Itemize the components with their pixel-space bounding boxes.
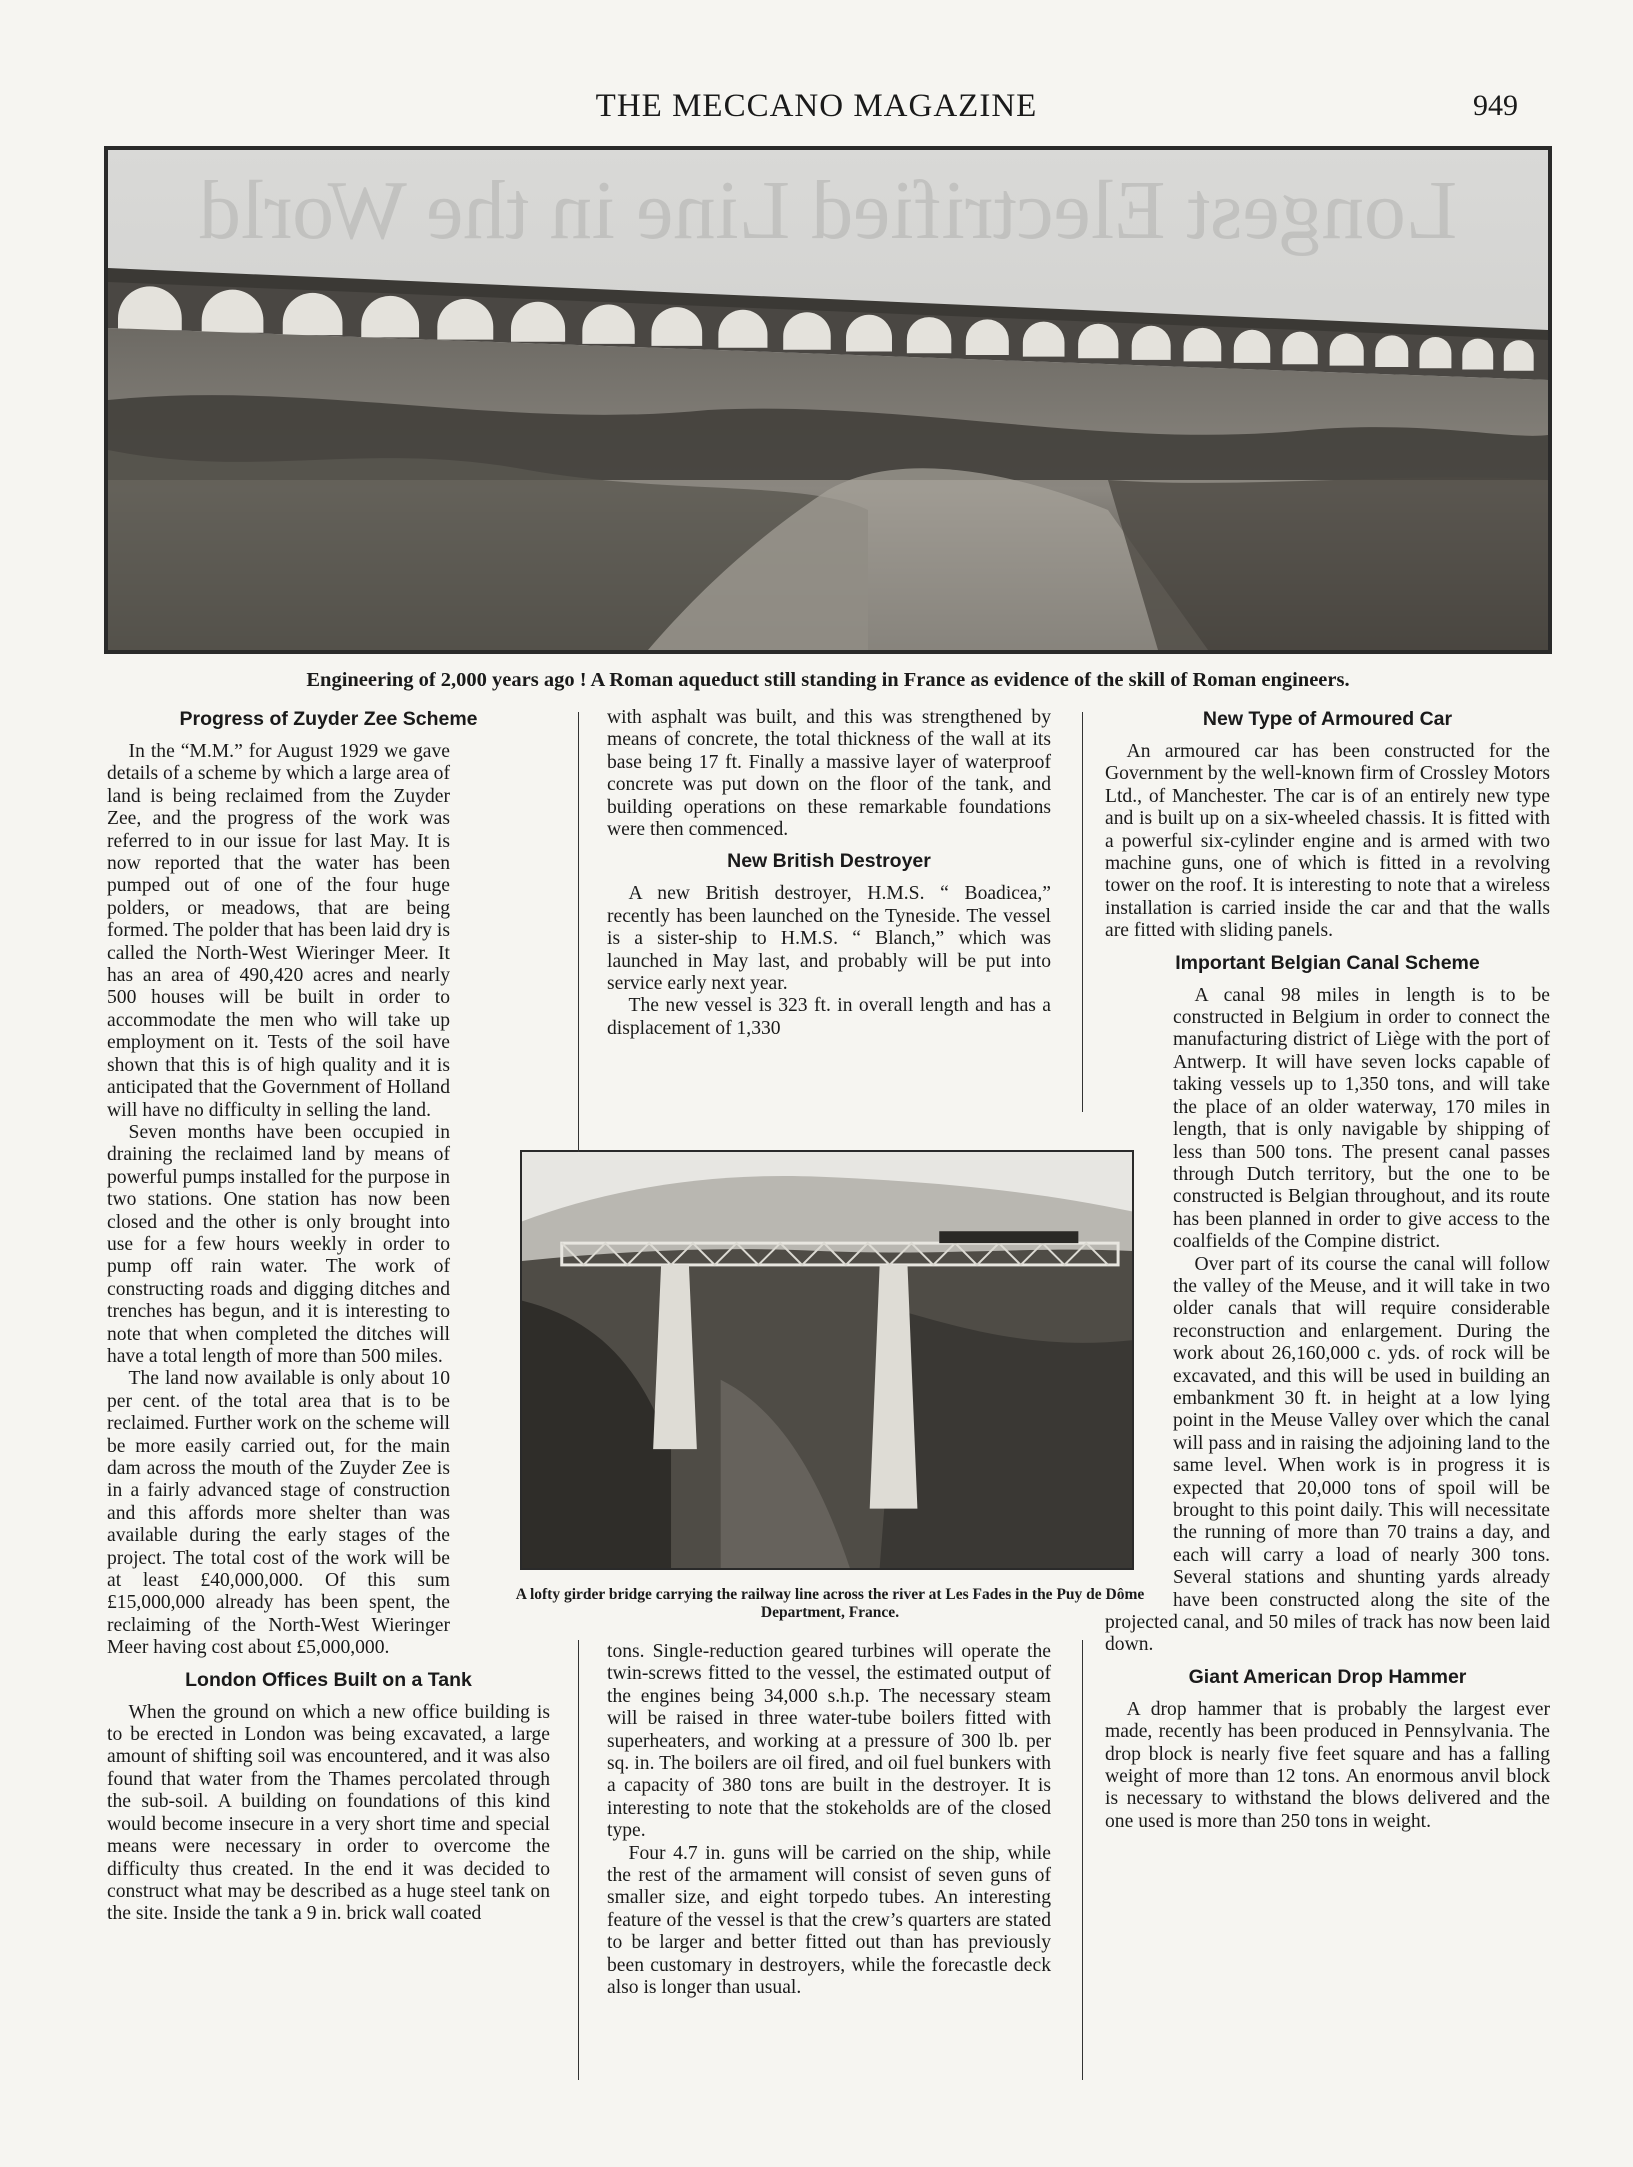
paragraph: Seven months have been occupied in draining the reclaimed land by means of powerful pumps installed for the purpose in two stations. One station has now been closed and the other is only brought into use for a few hours weekly in order to pump off rain water. The work of constructing roads and digging ditches and trenches has begun, and it is interesting to note that when completed the ditches will have a total length of more than 500 miles. — [107, 1121, 450, 1367]
bridge-photo — [520, 1150, 1134, 1570]
paragraph: An armoured car has been constructed for the Government by the well-known firm of Crossley Motors Ltd., of Manchester. The car is of an entirely new type and is built up on a six-wheeled chassis. It is fitted with a powerful six-cylinder engine and is armed with two machine guns, one of which is fitted in a revolving tower on the roof. It is interesting to note that a wireless installation is carried inside the car and that the walls are fitted with sliding panels. — [1105, 741, 1550, 942]
bridge-caption: A lofty girder bridge carrying the railway line across the river at Les Fades in the Puy de Dôme Department, France. — [515, 1586, 1145, 1621]
mirrored-banner-text: Longest Electrified Line in the World — [198, 164, 1458, 257]
bridge-illustration — [522, 1152, 1132, 1568]
column-divider — [578, 712, 579, 1152]
paragraph: Four 4.7 in. guns will be carried on the ship, while the rest of the armament will consist of seven guns of smaller size, and eight torpedo tubes. An interesting feature of the vessel is that the crew’s quarters are stated to be larger and better fitted out than has previously been customary in destroyers, while the forecastle deck also is longer than usual. — [607, 1842, 1051, 1999]
heading-drop-hammer: Giant American Drop Hammer — [1188, 1665, 1467, 1688]
column-2-bottom — [607, 1641, 1051, 2000]
paragraph: Over part of its course the canal will follow the valley of the Meuse, and it will take in two older canals that will require considerable reconstruction and enlargement. During the work about 26,160,000 c. yds. of rock will be excavated, and this will be used in building an embankment 30 ft. in height at a low lying point in the Meuse Valley over which the canal will pass and in raising the adjoining land to the same level. When work is in progress it is expected that 20,000 tons of spoil will be brought to this point daily. This will necessitate the running of more than 70 trains a day, and each will carry a load of nearly 300 tons. Several stations and shunting yards already have been constructed along the site of the projected canal, and 50 miles of track has now been laid down. — [1105, 1253, 1550, 1656]
aqueduct-arch — [1462, 339, 1493, 370]
aqueduct-caption: Engineering of 2,000 years ago ! A Roman aqueduct still standing in France as evidence of the skill of Roman engineers. — [306, 669, 1350, 691]
column-1 — [107, 707, 550, 1926]
heading-belgian-canal: Important Belgian Canal Scheme — [1175, 951, 1480, 974]
column-divider — [578, 1640, 579, 2080]
magazine-title: THE MECCANO MAGAZINE — [595, 88, 1038, 124]
column-divider — [1082, 712, 1083, 1112]
aqueduct-arch — [1419, 337, 1451, 368]
aqueduct-photo — [104, 146, 1552, 654]
column-2-top — [607, 707, 1051, 1040]
paragraph: In the “M.M.” for August 1929 we gave details of a scheme by which a large area of land is being reclaimed from the Zuyder Zee, and the progress of the work was referred to in our issue for last May. It is now reported that the water has been pumped out of one of the four huge polders, or meadows, that are being formed. The polder that has been laid dry is called the North-West Wieringer Meer. It has an area of 490,420 acres and nearly 500 houses will be built in order to accommodate the men who will take up employment on it. Tests of the soil have shown that this is of high quality and it is anticipated that the Government of Holland will have no difficulty in selling the land. — [107, 741, 450, 1121]
column-3 — [1105, 707, 1550, 1833]
heading-armoured-car: New Type of Armoured Car — [1202, 708, 1453, 730]
paragraph: The land now available is only about 10 per cent. of the total area that is to be reclaimed. Further work on the scheme will be more easily carried out, for the main dam across the mouth of the Zuyder Zee is in a fairly advanced stage of construction and this affords more shelter than was available during the early stages of the project. The total cost of the work will be at least £40,000,000. Of this sum £15,000,000 already has been spent, the reclaiming of the North-West Wieringer Meer having cost about £5,000,000. — [107, 1368, 450, 1659]
paragraph: tons. Single-reduction geared turbines will operate the twin-screws fitted to the vessel, the estimated output of the engines being 34,000 s.h.p. The necessary steam will be raised in three water-tube boilers fitted with superheaters, and working at a pressure of 300 lb. per sq. in. The boilers are oil fired, and oil fuel bunkers with a capacity of 380 tons are built in the destroyer. It is interesting to note that the stokeholds are of the closed type. — [607, 1641, 1051, 1842]
paragraph: with asphalt was built, and this was strengthened by means of concrete, the total thickness of the wall at its base being 17 ft. Finally a massive layer of waterproof concrete was put down on the floor of the tank, and building operations on these remarkable foundations were then commenced. — [607, 707, 1051, 841]
aqueduct-arch — [1375, 335, 1408, 367]
aqueduct-illustration — [108, 150, 1548, 650]
paragraph: The new vessel is 323 ft. in overall length and has a displacement of 1,330 — [607, 995, 1051, 1039]
heading-zuyder-zee: Progress of Zuyder Zee Scheme — [179, 708, 478, 730]
heading-british-destroyer: New British Destroyer — [727, 850, 931, 873]
aqueduct-arch — [1504, 340, 1534, 370]
paragraph: When the ground on which a new office building is to be erected in London was being excavated, a large amount of shifting soil was encountered, and it was also found that water from the Thames percolated through the sub-soil. A building on foundations of this kind would become insecure in a very short time and special means were necessary in order to overcome the difficulty thus created. In the end it was decided to construct what may be described as a huge steel tank on the site. Inside the tank a 9 in. brick wall coated — [107, 1701, 550, 1925]
paragraph: A new British destroyer, H.M.S. “ Boadicea,” recently has been launched on the Tyneside. The vessel is a sister-ship to H.M.S. “ Blanch,” which was launched in May last, and probably will be put into service early next year. — [607, 883, 1051, 995]
page-number: 949 — [1473, 89, 1518, 122]
paragraph: A canal 98 miles in length is to be constructed in Belgium in order to connect the manufacturing district of Liège with the port of Antwerp. It will have seven locks capable of taking vessels up to 1,350 tons, and will take the place of an older waterway, 170 miles in length, that is only navigable by shipping of less than 500 tons. The present canal passes through Dutch territory, but the one to be constructed is Belgian throughout, and its route has been planned in order to give access to the coalfields of the Compine district. — [1173, 984, 1550, 1253]
column-divider — [1082, 1640, 1083, 2080]
heading-london-offices: London Offices Built on a Tank — [185, 1668, 472, 1691]
paragraph: A drop hammer that is probably the largest ever made, recently has been produced in Pennsylvania. The drop block is nearly five feet square and has a falling weight of more than 12 tons. An enormous anvil block is necessary to withstand the blows delivered and the one used is more than 250 tons in weight. — [1105, 1698, 1550, 1832]
